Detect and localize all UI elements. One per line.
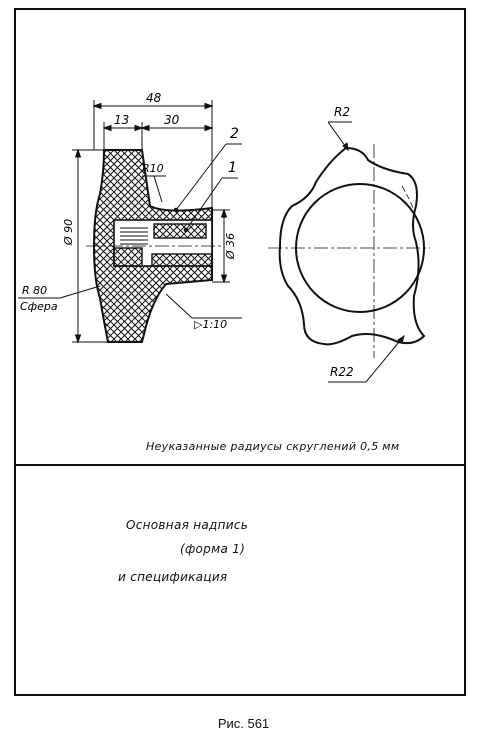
- r22-label: R22: [330, 365, 354, 379]
- drawing-sheet: [14, 8, 466, 696]
- taper-label: ▷1:10: [194, 318, 228, 331]
- title-block-line-3: и спецификация: [118, 570, 228, 584]
- insert-sleeve: [152, 254, 212, 266]
- insert-shoulder: [114, 248, 142, 266]
- dim-d36-label: Ø 36: [224, 232, 237, 260]
- dim-48-label: 48: [146, 91, 162, 105]
- technical-drawing: [16, 10, 464, 464]
- figure-caption: Рис. 561: [217, 716, 270, 731]
- leader-taper: [166, 294, 242, 318]
- dim-13-label: 13: [114, 113, 130, 127]
- drawing-area: [16, 10, 464, 466]
- sphere-radius-label: R 80: [22, 284, 48, 297]
- leader-r2: [328, 122, 352, 150]
- r2-label: R2: [334, 105, 350, 119]
- threaded-insert: [154, 224, 206, 238]
- section-view: [86, 150, 222, 342]
- part-number-1: 1: [228, 160, 237, 176]
- sphere-word-label: Сфера: [20, 300, 58, 313]
- r10-label: R10: [142, 162, 164, 175]
- dim-30-label: 30: [164, 113, 180, 127]
- unspecified-radii-note: Неуказанные радиусы скруглений 0,5 мм: [146, 440, 400, 453]
- dim-d90-label: Ø 90: [62, 218, 75, 246]
- end-view: [268, 144, 430, 358]
- knob-end-outline: [280, 148, 424, 344]
- part-number-2: 2: [230, 126, 239, 142]
- title-block-line-2: (форма 1): [180, 542, 246, 556]
- title-block-line-1: Основная надпись: [126, 518, 249, 532]
